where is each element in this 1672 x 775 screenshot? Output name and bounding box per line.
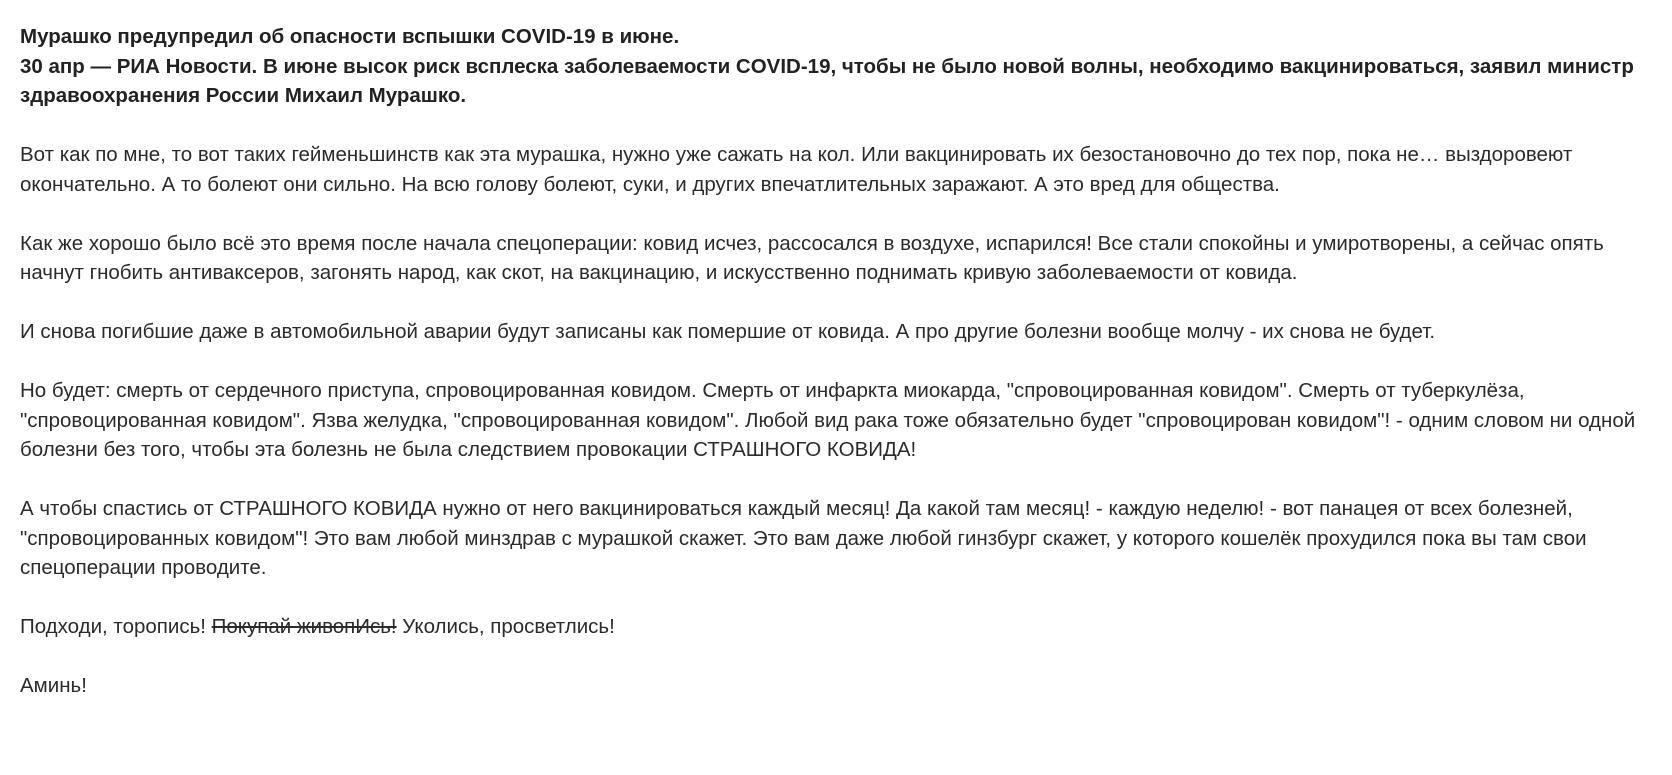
news-quote xyxy=(20,22,1652,111)
slogan-end: Уколись, просветлись! xyxy=(396,615,615,638)
slogan-start: Подходи, торопись! xyxy=(20,615,212,638)
strikethrough-text: Покупай живопИсь! xyxy=(211,615,397,638)
slogan-paragraph xyxy=(20,612,1652,642)
news-summary: 30 апр — РИА Новости. В июне высок риск всплеска заболеваемости COVID-19, чтобы не было новой волны, необходимо вакцинироваться, заявил министр здравоохранения России Михаил Мурашко. xyxy=(20,54,1634,107)
post-paragraph: Но будет: смерть от сердечного приступа, спровоцированная ковидом. Смерть от инфаркта миокарда, "спровоцированная ковидом". Смерть от туберкулёза, "спровоцированная ковидом". Язва желудка, "спровоцированная ковидом". Любой вид рака тоже обязательно будет "спровоцирован ковидом"! - одним словом ни одной болезни без того, чтобы эта болезнь не была следствием провокации СТРАШНОГО КОВИДА! xyxy=(20,379,1636,461)
news-headline: Мурашко предупредил об опасности вспышки COVID-19 в июне. xyxy=(20,25,680,48)
post-paragraph: Как же хорошо было всё это время после начала спецоперации: ковид исчез, рассосался в воздухе, испарился! Все стали спокойны и умиротворены, а сейчас опять начнут гнобить антиваксеров, загонять народ, как скот, на вакцинацию, и искусственно поднимать кривую заболеваемости от ковида. xyxy=(20,231,1604,284)
post-paragraph: Вот как по мне, то вот таких гейменьшинств как эта мурашка, нужно уже сажать на кол. Или вакцинировать их безостановочно до тех пор, пока не… выздоровеют окончательно. А то болеют они сильно. На всю голову болеют, суки, и других впечатлительных заражают. А это вред для общества. xyxy=(20,143,1573,196)
closing-line: Аминь! xyxy=(20,674,87,697)
post-paragraph: А чтобы спастись от СТРАШНОГО КОВИДА нужно от него вакцинироваться каждый месяц! Да какой там месяц! - каждую неделю! - вот панацея от всех болезней, "спровоцированных ковидом"! Это вам любой минздрав с мурашкой скажет. Это вам даже любой гинзбург скажет, у которого кошелёк прохудился пока вы там свои спецоперации проводите. xyxy=(20,497,1587,579)
post-paragraph: И снова погибшие даже в автомобильной аварии будут записаны как помершие от ковида. А про другие болезни вообще молчу - их снова не будет. xyxy=(20,320,1436,343)
